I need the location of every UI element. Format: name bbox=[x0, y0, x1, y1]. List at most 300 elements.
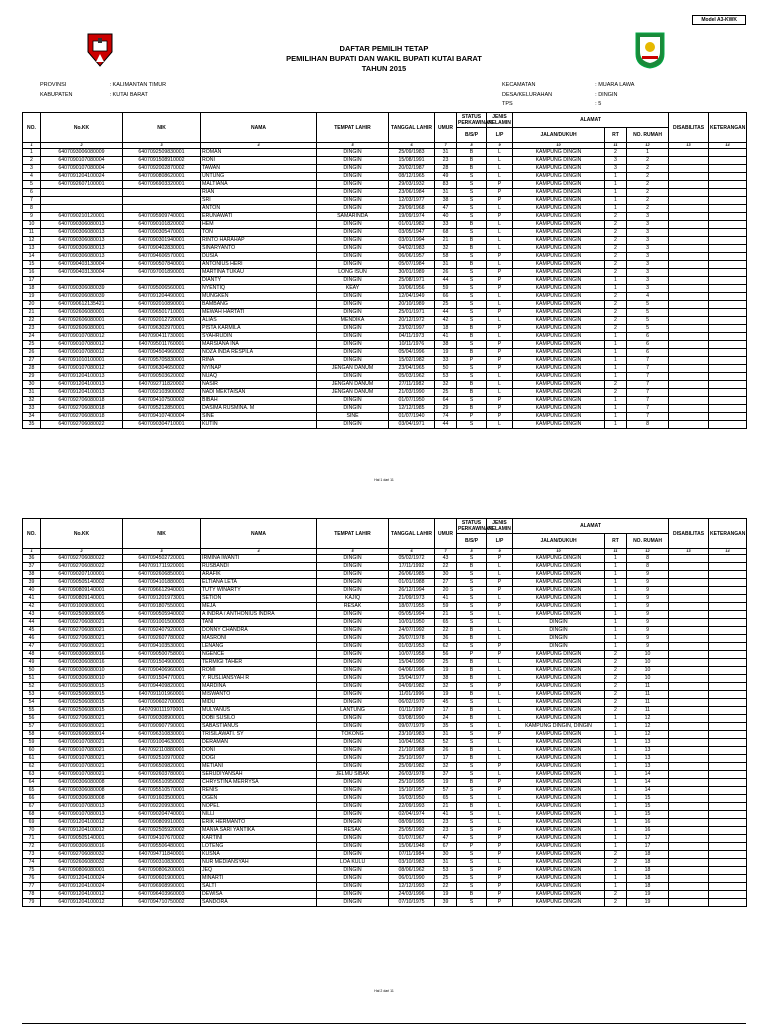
meta-value-tps: : 5 bbox=[595, 101, 602, 107]
cell-nama: RINTO HARAHAP bbox=[201, 237, 317, 245]
col-number: 4 bbox=[201, 143, 317, 149]
cell-bsp: B bbox=[457, 563, 487, 571]
cell-no: 18 bbox=[23, 285, 41, 293]
cell-keterangan bbox=[709, 747, 747, 755]
cell-nokk: 6407090306080008 bbox=[41, 779, 123, 787]
cell-nama: NADI MEKTAISAN bbox=[201, 389, 317, 397]
cell-nik bbox=[123, 277, 201, 285]
cell-disabilitas bbox=[669, 755, 709, 763]
cell-jalan: KAMPUNG DINGIN bbox=[513, 373, 605, 381]
cell-tempat: JENGAN DANUM bbox=[317, 365, 389, 373]
cell-jalan: KAMPUNG DINGIN bbox=[513, 277, 605, 285]
cell-rumah: 16 bbox=[627, 819, 669, 827]
cell-keterangan bbox=[709, 819, 747, 827]
cell-bsp: S bbox=[457, 763, 487, 771]
cell-nama: A INDRA / ANTHONIUS INDRA bbox=[201, 611, 317, 619]
cell-tanggal: 21/10/1988 bbox=[389, 747, 435, 755]
cell-disabilitas bbox=[669, 261, 709, 269]
cell-jalan: KAMPUNG DINGIN bbox=[513, 787, 605, 795]
col-header-rt: RT bbox=[605, 128, 627, 143]
table-row bbox=[23, 867, 747, 875]
cell-tanggal: 04/09/1982 bbox=[389, 683, 435, 691]
cell-lp: L bbox=[487, 571, 513, 579]
cell-disabilitas bbox=[669, 237, 709, 245]
cell-rumah: 9 bbox=[627, 603, 669, 611]
cell-umur: 38 bbox=[435, 341, 457, 349]
cell-tempat: DINGIN bbox=[317, 899, 389, 907]
cell-no: 63 bbox=[23, 771, 41, 779]
cell-umur: 19 bbox=[435, 667, 457, 675]
cell-umur: 31 bbox=[435, 261, 457, 269]
cell-nokk: 6407090505140001 bbox=[41, 835, 123, 843]
cell-nik: 6407095510570001 bbox=[123, 787, 201, 795]
cell-tanggal: 25/09/1982 bbox=[389, 763, 435, 771]
table-row bbox=[23, 819, 747, 827]
cell-tempat: DINGIN bbox=[317, 723, 389, 731]
cell-nama: MANIA SARI YANTIKA bbox=[201, 827, 317, 835]
cell-nokk: 6407092606080001 bbox=[41, 325, 123, 333]
cell-bsp: S bbox=[457, 875, 487, 883]
table-row bbox=[23, 373, 747, 381]
table-row bbox=[23, 763, 747, 771]
cell-rumah: 6 bbox=[627, 349, 669, 357]
cell-disabilitas bbox=[669, 723, 709, 731]
cell-keterangan bbox=[709, 277, 747, 285]
cell-keterangan bbox=[709, 779, 747, 787]
cell-nokk: 6407091204100024 bbox=[41, 173, 123, 181]
cell-nik: 6407096612940001 bbox=[123, 587, 201, 595]
table-row bbox=[23, 787, 747, 795]
cell-keterangan bbox=[709, 587, 747, 595]
cell-nama: SETION bbox=[201, 595, 317, 603]
cell-no: 68 bbox=[23, 811, 41, 819]
cell-tempat: DINGIN bbox=[317, 277, 389, 285]
cell-nokk: 6407091204100012 bbox=[41, 819, 123, 827]
cell-nik: 6407092209930001 bbox=[123, 803, 201, 811]
cell-tempat: JENGAN DANUM bbox=[317, 381, 389, 389]
cell-tempat: DINGIN bbox=[317, 875, 389, 883]
cell-lp: P bbox=[487, 603, 513, 611]
meta-value-desa: : DINGIN bbox=[595, 91, 618, 98]
cell-tempat: RESAK bbox=[317, 603, 389, 611]
cell-umur: 21 bbox=[435, 237, 457, 245]
cell-no: 75 bbox=[23, 867, 41, 875]
cell-nokk: 6407092706080021 bbox=[41, 627, 123, 635]
cell-rumah: 7 bbox=[627, 405, 669, 413]
cell-nik: 6407090505940002 bbox=[123, 611, 201, 619]
cell-nama: NYINAP bbox=[201, 365, 317, 373]
cell-keterangan bbox=[709, 349, 747, 357]
cell-nik: 6407094711840001 bbox=[123, 851, 201, 859]
cell-keterangan bbox=[709, 373, 747, 381]
table-row bbox=[23, 619, 747, 627]
table-row bbox=[23, 891, 747, 899]
meta-value-provinsi: : KALIMANTAN TIMUR bbox=[109, 82, 167, 88]
cell-umur: 21 bbox=[435, 611, 457, 619]
cell-keterangan bbox=[709, 651, 747, 659]
table-row bbox=[23, 413, 747, 421]
cell-umur: 31 bbox=[435, 189, 457, 197]
cell-nokk: 6407090107080021 bbox=[41, 739, 123, 747]
table-row bbox=[23, 771, 747, 779]
table-row bbox=[23, 325, 747, 333]
cell-disabilitas bbox=[669, 205, 709, 213]
cell-rumah: 13 bbox=[627, 739, 669, 747]
cell-lp: P bbox=[487, 587, 513, 595]
cell-tanggal: 24/03/1996 bbox=[389, 891, 435, 899]
cell-jalan: KAMPUNG DINGIN bbox=[513, 381, 605, 389]
cell-lp: P bbox=[487, 875, 513, 883]
cell-bsp: S bbox=[457, 899, 487, 907]
cell-jalan: KAMPUNG DINGIN bbox=[513, 851, 605, 859]
col-header-umur: UMUR bbox=[435, 519, 457, 549]
cell-nokk: 6407092506080015 bbox=[41, 691, 123, 699]
cell-no: 16 bbox=[23, 269, 41, 277]
cell-disabilitas bbox=[669, 659, 709, 667]
cell-no: 33 bbox=[23, 405, 41, 413]
cell-jalan: KAMPUNG DINGIN bbox=[513, 421, 605, 429]
col-header-lp: L/P bbox=[487, 128, 513, 143]
cell-nik: 6407095705830001 bbox=[123, 357, 201, 365]
cell-umur: 56 bbox=[435, 651, 457, 659]
cell-disabilitas bbox=[669, 579, 709, 587]
cell-jalan: KAMPUNG DINGIN bbox=[513, 795, 605, 803]
kutai-barat-logo bbox=[632, 30, 668, 70]
cell-tempat: DINGIN bbox=[317, 667, 389, 675]
cell-nik: 6407094606570001 bbox=[123, 253, 201, 261]
cell-disabilitas bbox=[669, 421, 709, 429]
cell-no: 52 bbox=[23, 683, 41, 691]
cell-nik: 6407090809910001 bbox=[123, 819, 201, 827]
cell-jalan: KAMPUNG DINGIN bbox=[513, 683, 605, 691]
cell-tempat: DINGIN bbox=[317, 373, 389, 381]
col-number: 1 bbox=[23, 143, 41, 149]
cell-keterangan bbox=[709, 253, 747, 261]
cell-tanggal: 10/04/1963 bbox=[389, 739, 435, 747]
cell-disabilitas bbox=[669, 611, 709, 619]
cell-nik: 6407092010890001 bbox=[123, 301, 201, 309]
cell-lp: L bbox=[487, 771, 513, 779]
cell-nokk: 6407090210120001 bbox=[41, 213, 123, 221]
table-row bbox=[23, 723, 747, 731]
cell-jalan: KAMPUNG DINGIN bbox=[513, 341, 605, 349]
cell-rumah: 19 bbox=[627, 891, 669, 899]
cell-bsp: S bbox=[457, 859, 487, 867]
cell-umur: 68 bbox=[435, 229, 457, 237]
cell-rt: 1 bbox=[605, 277, 627, 285]
col-header-umur: UMUR bbox=[435, 113, 457, 143]
cell-nama: ALIAS bbox=[201, 317, 317, 325]
cell-umur: 32 bbox=[435, 763, 457, 771]
meta-label-provinsi: PROVINSI bbox=[40, 82, 67, 88]
cell-rumah: 7 bbox=[627, 389, 669, 397]
cell-umur: 40 bbox=[435, 213, 457, 221]
cell-lp: L bbox=[487, 699, 513, 707]
cell-nik: 6407097001890001 bbox=[123, 269, 201, 277]
cell-tanggal: 25/08/1971 bbox=[389, 277, 435, 285]
cell-rt: 1 bbox=[605, 285, 627, 293]
cell-lp: P bbox=[487, 277, 513, 285]
cell-nokk: 6407092509080005 bbox=[41, 611, 123, 619]
cell-jalan: KAMPUNG DINGIN bbox=[513, 157, 605, 165]
cell-rumah: 7 bbox=[627, 373, 669, 381]
cell-tempat: DINGIN bbox=[317, 309, 389, 317]
page-footer: Hal 1 dari 11 bbox=[374, 478, 394, 482]
cell-tanggal: 18/07/1955 bbox=[389, 603, 435, 611]
cell-bsp: S bbox=[457, 397, 487, 405]
cell-umur: 19 bbox=[435, 691, 457, 699]
cell-keterangan bbox=[709, 891, 747, 899]
cell-disabilitas bbox=[669, 373, 709, 381]
cell-rt: 1 bbox=[605, 181, 627, 189]
cell-keterangan bbox=[709, 795, 747, 803]
cell-umur: 58 bbox=[435, 253, 457, 261]
cell-rumah: 9 bbox=[627, 627, 669, 635]
cell-rumah: 11 bbox=[627, 683, 669, 691]
cell-bsp: B bbox=[457, 237, 487, 245]
cell-lp: L bbox=[487, 627, 513, 635]
cell-nik: 6407091201973001 bbox=[123, 595, 201, 603]
cell-rt: 1 bbox=[605, 555, 627, 563]
cell-no: 3 bbox=[23, 165, 41, 173]
cell-nama: ANTON bbox=[201, 205, 317, 213]
cell-umur: 65 bbox=[435, 795, 457, 803]
cell-rt: 2 bbox=[605, 707, 627, 715]
col-header-tempat-lahir: TEMPAT LAHIR bbox=[317, 519, 389, 549]
cell-jalan: KAMPUNG DINGIN bbox=[513, 173, 605, 181]
cell-nama: TANI bbox=[201, 619, 317, 627]
cell-nokk: 6407090306080013 bbox=[41, 245, 123, 253]
cell-nama: RENIS bbox=[201, 787, 317, 795]
cell-nama: NYENTIQ bbox=[201, 285, 317, 293]
meta-label-desa: DESA/KELURAHAN bbox=[502, 91, 553, 98]
cell-nik: 6407090101820002 bbox=[123, 221, 201, 229]
cell-no: 67 bbox=[23, 803, 41, 811]
cell-tanggal: 15/04/1977 bbox=[389, 675, 435, 683]
cell-rt: 2 bbox=[605, 309, 627, 317]
cell-lp: L bbox=[487, 317, 513, 325]
cell-nik: 6407090305470001 bbox=[123, 229, 201, 237]
cell-rt: 1 bbox=[605, 173, 627, 181]
cell-rumah: 5 bbox=[627, 309, 669, 317]
cell-nik: 6407090602700001 bbox=[123, 699, 201, 707]
table-row bbox=[23, 253, 747, 261]
cell-jalan: KAMPUNG DINGIN bbox=[513, 859, 605, 867]
table-row bbox=[23, 795, 747, 803]
cell-umur: 36 bbox=[435, 635, 457, 643]
cell-keterangan bbox=[709, 579, 747, 587]
cell-nokk: 6407090107080004 bbox=[41, 165, 123, 173]
cell-no: 23 bbox=[23, 325, 41, 333]
cell-no: 2 bbox=[23, 157, 41, 165]
cell-tempat: DINGIN bbox=[317, 421, 389, 429]
cell-bsp: S bbox=[457, 229, 487, 237]
cell-tempat: DINGIN bbox=[317, 883, 389, 891]
cell-nik: 6407090301940001 bbox=[123, 237, 201, 245]
cell-keterangan bbox=[709, 675, 747, 683]
cell-nokk: 6407092506080015 bbox=[41, 683, 123, 691]
cell-nama: ANTONIUS HERI bbox=[201, 261, 317, 269]
cell-nama: NGENCE bbox=[201, 651, 317, 659]
cell-jalan: KAMPUNG DINGIN bbox=[513, 835, 605, 843]
cell-nama: DONNY CHANDRA bbox=[201, 627, 317, 635]
cell-umur: 38 bbox=[435, 197, 457, 205]
cell-keterangan bbox=[709, 699, 747, 707]
cell-nokk: 6407090306080013 bbox=[41, 221, 123, 229]
cell-rt: 1 bbox=[605, 579, 627, 587]
cell-bsp: B bbox=[457, 635, 487, 643]
cell-nokk: 6407092706080022 bbox=[41, 563, 123, 571]
form-model-label: Model A3-KWK bbox=[692, 15, 746, 25]
cell-jalan: DINGIN bbox=[513, 619, 605, 627]
cell-lp: L bbox=[487, 715, 513, 723]
cell-umur: 24 bbox=[435, 715, 457, 723]
cell-nokk: 6407090306080010 bbox=[41, 675, 123, 683]
cell-tanggal: 07/10/1975 bbox=[389, 899, 435, 907]
cell-jalan: KAMPUNG DINGIN bbox=[513, 563, 605, 571]
cell-disabilitas bbox=[669, 333, 709, 341]
cell-keterangan bbox=[709, 875, 747, 883]
cell-tempat: DINGIN bbox=[317, 643, 389, 651]
cell-tanggal: 29/03/1932 bbox=[389, 181, 435, 189]
cell-jalan: KAMPUNG DINGIN bbox=[513, 811, 605, 819]
cell-disabilitas bbox=[669, 851, 709, 859]
table-row bbox=[23, 293, 747, 301]
cell-nama: DERAMAN bbox=[201, 739, 317, 747]
meta-value-kabupaten: : KUTAI BARAT bbox=[109, 91, 148, 98]
cell-bsp: B bbox=[457, 747, 487, 755]
cell-disabilitas bbox=[669, 619, 709, 627]
cell-rumah: 17 bbox=[627, 843, 669, 851]
cell-lp: L bbox=[487, 221, 513, 229]
cell-disabilitas bbox=[669, 587, 709, 595]
cell-nama: HEM bbox=[201, 221, 317, 229]
cell-bsp: S bbox=[457, 603, 487, 611]
cell-rumah: 3 bbox=[627, 229, 669, 237]
cell-rt: 2 bbox=[605, 389, 627, 397]
cell-lp: L bbox=[487, 149, 513, 157]
col-header-nokk: No.KK bbox=[41, 113, 123, 143]
cell-jalan: KAMPUNG DINGIN bbox=[513, 555, 605, 563]
cell-rt: 1 bbox=[605, 787, 627, 795]
cell-rumah: 18 bbox=[627, 859, 669, 867]
cell-no: 34 bbox=[23, 413, 41, 421]
cell-disabilitas bbox=[669, 899, 709, 907]
cell-disabilitas bbox=[669, 325, 709, 333]
cell-rumah: 14 bbox=[627, 787, 669, 795]
cell-umur: 39 bbox=[435, 899, 457, 907]
cell-lp: L bbox=[487, 173, 513, 181]
cell-keterangan bbox=[709, 325, 747, 333]
cell-tanggal: 05/05/1994 bbox=[389, 611, 435, 619]
cell-lp: P bbox=[487, 891, 513, 899]
cell-umur: 25 bbox=[435, 301, 457, 309]
cell-jalan: KAMPUNG DINGIN bbox=[513, 747, 605, 755]
cell-rumah: 3 bbox=[627, 253, 669, 261]
table-row bbox=[23, 731, 747, 739]
table-row bbox=[23, 667, 747, 675]
cell-jalan: KAMPUNG DINGIN bbox=[513, 611, 605, 619]
cell-rt: 1 bbox=[605, 405, 627, 413]
cell-no: 5 bbox=[23, 181, 41, 189]
col-number: 10 bbox=[513, 549, 605, 555]
cell-rt: 1 bbox=[605, 603, 627, 611]
cell-tempat: DINGIN bbox=[317, 659, 389, 667]
cell-tanggal: 25/10/1997 bbox=[389, 755, 435, 763]
cell-rumah: 12 bbox=[627, 715, 669, 723]
cell-disabilitas bbox=[669, 643, 709, 651]
cell-no: 50 bbox=[23, 667, 41, 675]
cell-keterangan bbox=[709, 181, 747, 189]
cell-rumah: 18 bbox=[627, 883, 669, 891]
cell-tempat: DINGIN bbox=[317, 891, 389, 899]
cell-rt: 2 bbox=[605, 691, 627, 699]
cell-rt: 2 bbox=[605, 213, 627, 221]
cell-nokk: 6407092506080015 bbox=[41, 707, 123, 715]
cell-nama: NOZA INDA RESPILA bbox=[201, 349, 317, 357]
cell-nama: TAWAN bbox=[201, 165, 317, 173]
cell-lp: P bbox=[487, 181, 513, 189]
cell-bsp: B bbox=[457, 715, 487, 723]
cell-tempat: DINGIN bbox=[317, 619, 389, 627]
cell-no: 62 bbox=[23, 763, 41, 771]
col-header-status: STATUS PERKAWINAN bbox=[458, 520, 493, 532]
cell-jalan: KAMPUNG DINGIN bbox=[513, 405, 605, 413]
cell-tanggal: 29/09/1968 bbox=[389, 205, 435, 213]
cell-rt: 2 bbox=[605, 229, 627, 237]
cell-tanggal: 26/07/1978 bbox=[389, 635, 435, 643]
cell-bsp: B bbox=[457, 707, 487, 715]
cell-umur: 41 bbox=[435, 595, 457, 603]
cell-nama: DOBI SUSILO bbox=[201, 715, 317, 723]
cell-rumah: 11 bbox=[627, 707, 669, 715]
cell-jalan: KAMPUNG DINGIN bbox=[513, 293, 605, 301]
cell-tempat: DINGIN bbox=[317, 253, 389, 261]
cell-jalan: KAMPUNG DINGIN bbox=[513, 803, 605, 811]
cell-nokk: 6407093006080009 bbox=[41, 149, 123, 157]
table-row bbox=[23, 333, 747, 341]
cell-umur: 35 bbox=[435, 723, 457, 731]
col-header-alamat: ALAMAT bbox=[513, 113, 669, 128]
cell-no: 29 bbox=[23, 373, 41, 381]
col-header-nama: NAMA bbox=[201, 519, 317, 549]
cell-nama: RONI bbox=[201, 157, 317, 165]
cell-umur: 41 bbox=[435, 333, 457, 341]
cell-no: 47 bbox=[23, 643, 41, 651]
col-number: 11 bbox=[605, 549, 627, 555]
cell-nokk: 6407092606080001 bbox=[41, 317, 123, 325]
cell-nama: TON bbox=[201, 229, 317, 237]
cell-bsp: B bbox=[457, 667, 487, 675]
col-number: 7 bbox=[435, 143, 457, 149]
cell-bsp: B bbox=[457, 779, 487, 787]
cell-rt: 1 bbox=[605, 587, 627, 595]
table-row bbox=[23, 587, 747, 595]
cell-nokk: 6407090107080021 bbox=[41, 771, 123, 779]
cell-nik: 6407094101880001 bbox=[123, 579, 201, 587]
cell-nik: 6407090308900001 bbox=[123, 715, 201, 723]
cell-no: 42 bbox=[23, 603, 41, 611]
cell-rumah: 18 bbox=[627, 867, 669, 875]
cell-tanggal: 23/06/1984 bbox=[389, 189, 435, 197]
cell-disabilitas bbox=[669, 253, 709, 261]
cell-keterangan bbox=[709, 835, 747, 843]
cell-keterangan bbox=[709, 723, 747, 731]
cell-no: 10 bbox=[23, 221, 41, 229]
cell-bsp: S bbox=[457, 189, 487, 197]
cell-jalan: KAMPUNG DINGIN bbox=[513, 731, 605, 739]
cell-nokk: 6407090107080012 bbox=[41, 341, 123, 349]
